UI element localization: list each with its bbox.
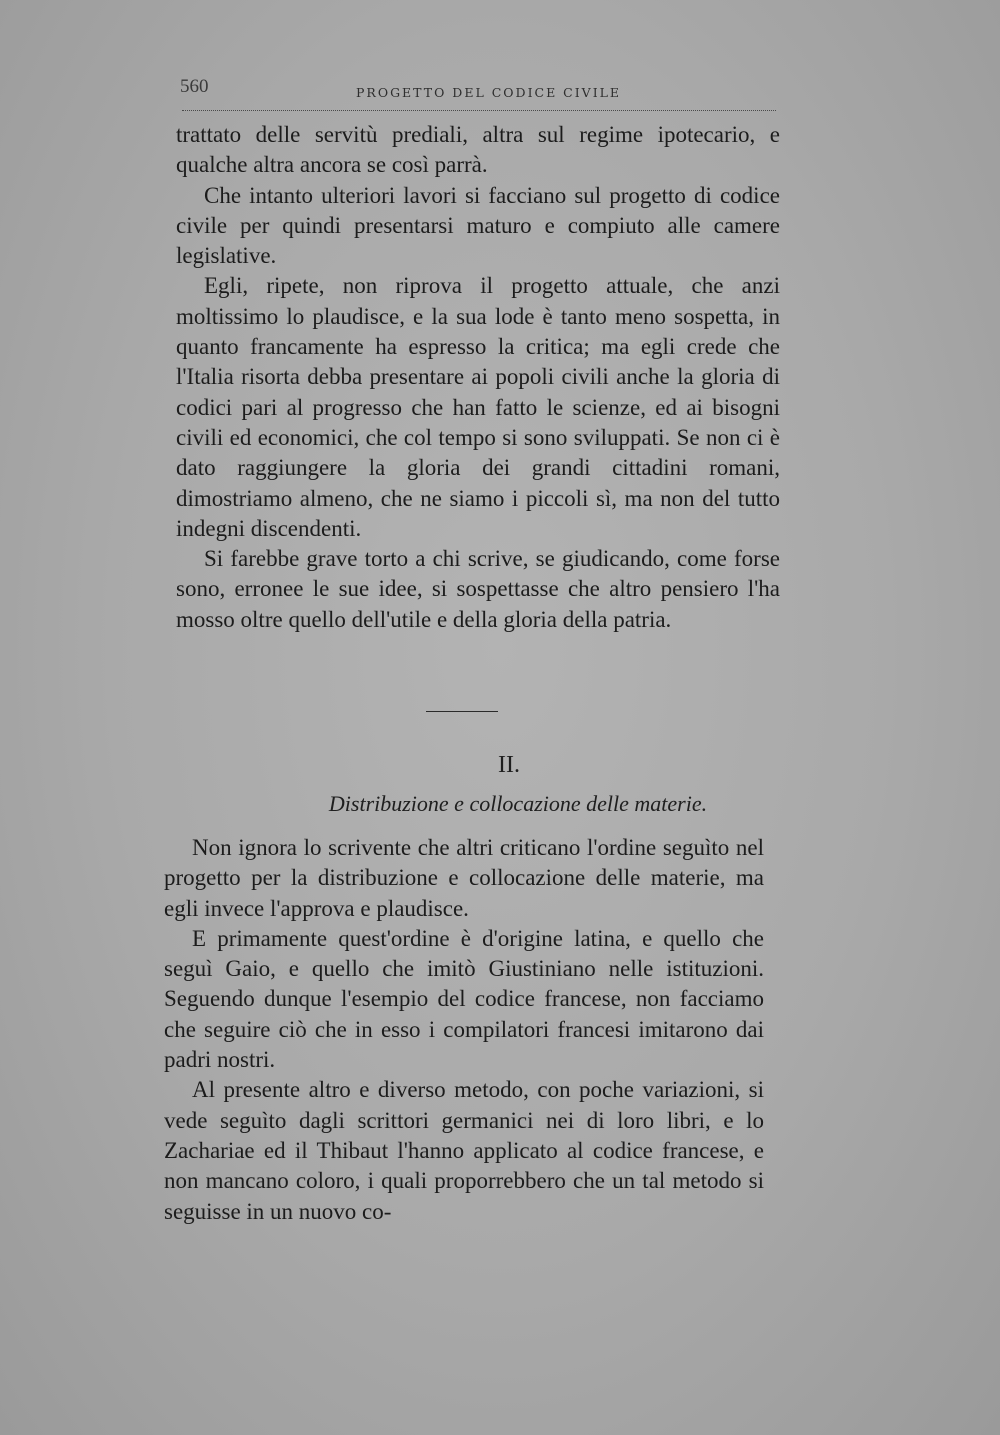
- paragraph: Si farebbe grave torto a chi scrive, se giudicando, come forse sono, erronee le sue idee, si sospettasse che altro pensiero l'ha mosso oltre quello dell'utile e della gloria della patria.: [176, 546, 780, 632]
- section-divider: [426, 711, 498, 712]
- running-title: PROGETTO DEL CODICE CIVILE: [356, 85, 622, 100]
- section-number: II.: [498, 752, 520, 778]
- header-rule: [182, 110, 776, 111]
- body-text: [176, 120, 780, 635]
- paragraph: E primamente quest'ordine è d'origine latina, e quello che seguì Gaio, e quello che imitò Giustiniano nelle istituzioni. Seguendo dunque l'esempio del codice francese, non facciamo che seguire ciò che in esso i compilatori francesi imitarono dai padri nostri.: [164, 925, 764, 1073]
- paragraph: Non ignora lo scrivente che altri criticano l'ordine seguìto nel progetto per la distribuzione e collocazione delle materie, ma egli invece l'approva e plaudisce.: [164, 835, 764, 921]
- paragraph: Che intanto ulteriori lavori si facciano sul progetto di codice civile per quindi presentarsi maturo e compiuto alle camere legislative.: [176, 182, 780, 269]
- section-title: Distribuzione e collocazione delle materie.: [328, 791, 708, 816]
- section-body-text: [164, 833, 764, 1227]
- running-head: [180, 76, 780, 106]
- paragraph: Al presente altro e diverso metodo, con poche variazioni, si vede seguìto dagli scrittori germanici nei di loro libri, e lo Zachariae ed il Thibaut l'hanno applicato al codice francese, e non mancano coloro, i quali proporrebbero che un tal metodo si seguisse in un nuovo co-: [164, 1077, 764, 1224]
- paragraph: trattato delle servitù prediali, altra sul regime ipotecario, e qualche altra ancora se così parrà.: [176, 122, 780, 178]
- paragraph: Egli, ripete, non riprova il progetto attuale, che anzi moltissimo lo plaudisce, e la sua lode è tanto meno sospetta, in quanto francamente ha espresso la critica; ma egli crede che l'Italia risorta debba presentare ai popoli civili anche la gloria di codici pari al progresso che han fatto le scienze, ed ai bisogni civili ed economici, che col tempo si sono sviluppati. Se non ci è dato raggiungere la gloria dei grandi cittadini romani, dimostriamo almeno, che ne siamo i piccoli sì, ma non del tutto indegni discendenti.: [176, 273, 780, 541]
- page-number: 560: [180, 76, 209, 97]
